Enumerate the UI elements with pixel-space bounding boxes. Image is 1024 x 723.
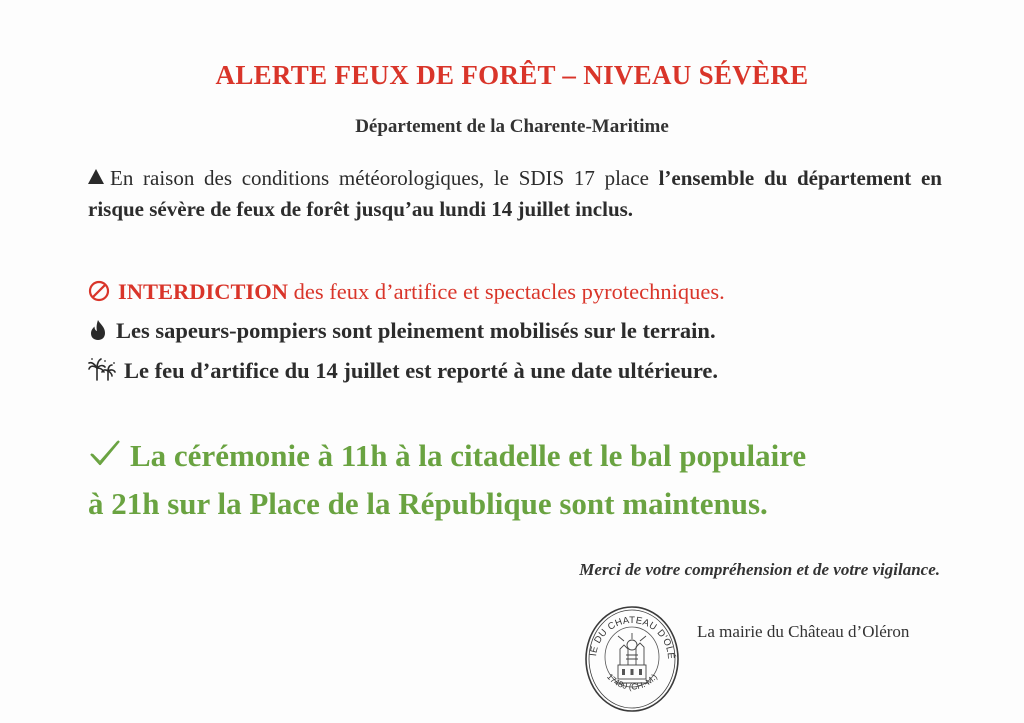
flame-icon	[88, 319, 108, 347]
thanks-note: Merci de votre compréhension et de votre vigilance.	[579, 560, 940, 579]
department-subtitle: Département de la Charente-Maritime	[355, 116, 669, 137]
seal-ring-text: IE DU CHATEAU D'OLÉ	[588, 614, 677, 660]
maintained-line-1	[88, 433, 958, 481]
maintained-text-1: La cérémonie à 11h à la citadelle et le bal populaire	[130, 438, 807, 473]
maintained-text-2: à 21h sur la Place de la République sont maintenus.	[88, 486, 768, 521]
fireworks-icon	[88, 357, 116, 387]
seal-bottom-text: 17480 (CH.-M.)	[604, 671, 660, 692]
intro-text-plain: En raison des conditions météorologiques, le SDIS 17 place	[110, 166, 659, 190]
maintained-events	[88, 433, 958, 527]
prohibited-icon	[88, 280, 110, 308]
interdiction-item	[88, 279, 948, 308]
signature-text: La mairie du Château d’Oléron	[697, 622, 910, 641]
alert-title: ALERTE FEUX DE FORÊT – NIVEAU SÉVÈRE	[215, 60, 809, 90]
intro-text-bold: l’ensemble du département en risque sévère de feux de forêt jusqu’au lundi 14 juillet inclus.	[88, 166, 942, 221]
firefighters-item	[88, 318, 948, 347]
checkmark-icon	[88, 435, 122, 481]
interdiction-label: INTERDICTION	[118, 279, 289, 304]
firefighters-text: Les sapeurs-pompiers sont pleinement mobilisés sur le terrain.	[116, 318, 716, 343]
fireworks-text: Le feu d’artifice du 14 juillet est reporté à une date ultérieure.	[124, 358, 719, 383]
warning-triangle-icon	[88, 169, 104, 184]
town-hall-seal	[582, 603, 682, 715]
intro-paragraph	[88, 163, 942, 225]
fireworks-item	[88, 357, 948, 387]
interdiction-text: des feux d’artifice et spectacles pyrotechniques.	[288, 279, 725, 304]
seal-emblem-icon	[615, 633, 649, 683]
maintained-line-2	[88, 481, 958, 527]
